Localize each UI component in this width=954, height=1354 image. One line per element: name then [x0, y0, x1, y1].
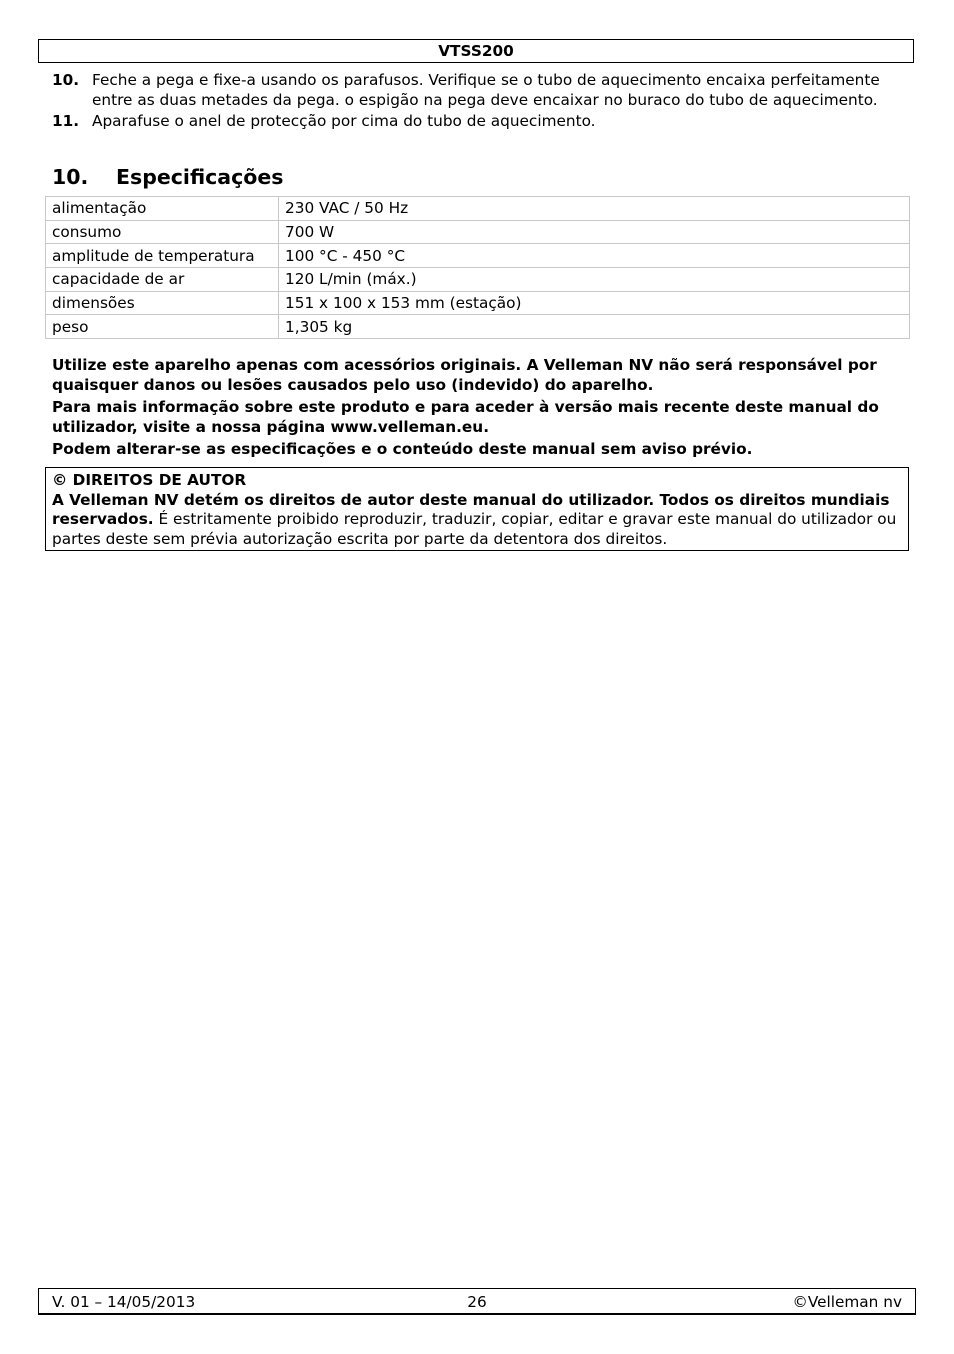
copyright-title: © DIREITOS DE AUTOR — [52, 471, 247, 489]
copyright-body — [52, 491, 902, 550]
steps-list — [52, 71, 902, 134]
notes-block — [52, 356, 902, 463]
step-number: 10. — [52, 71, 80, 89]
spec-label: alimentação — [46, 197, 279, 221]
step-text: Feche a pega e fixe-a usando os parafusos. Verifique se o tubo de aquecimento encaixa perfeitamente entre as duas metades da pega. o espigão na pega deve encaixar no buraco do tubo de aquecimento. — [92, 71, 880, 109]
spec-value: 100 °C - 450 °C — [279, 244, 910, 268]
table-row — [46, 197, 910, 221]
copyright-text: É estritamente proibido reproduzir, traduzir, copiar, editar e gravar este manual do utilizador ou partes deste sem prévia autorização escrita por parte da detentora dos direitos. — [52, 510, 897, 548]
table-row — [46, 244, 910, 268]
spec-label: capacidade de ar — [46, 268, 279, 292]
section-heading — [52, 164, 283, 190]
note-paragraph: Para mais informação sobre este produto e para aceder à versão mais recente deste manual do utilizador, visite a nossa página www.velleman.eu. — [52, 398, 879, 436]
table-row — [46, 268, 910, 292]
spec-value: 120 L/min (máx.) — [279, 268, 910, 292]
note-paragraph: Utilize este aparelho apenas com acessórios originais. A Velleman NV não será responsável por quaisquer danos ou lesões causados pelo uso (indevido) do aparelho. — [52, 356, 877, 394]
footer-page-number: 26 — [467, 1293, 487, 1311]
step-item — [52, 112, 902, 132]
step-number: 11. — [52, 112, 80, 130]
step-text: Aparafuse o anel de protecção por cima do tubo de aquecimento. — [92, 112, 596, 130]
table-row — [46, 315, 910, 339]
specifications-table — [45, 196, 910, 339]
page-header — [38, 39, 914, 63]
spec-value: 1,305 kg — [279, 315, 910, 339]
step-item — [52, 71, 902, 110]
spec-label: amplitude de temperatura — [46, 244, 279, 268]
spec-label: peso — [46, 315, 279, 339]
spec-label: consumo — [46, 220, 279, 244]
section-title: Especificações — [116, 165, 284, 189]
spec-label: dimensões — [46, 291, 279, 315]
spec-value: 151 x 100 x 153 mm (estação) — [279, 291, 910, 315]
spec-value: 230 VAC / 50 Hz — [279, 197, 910, 221]
table-row — [46, 220, 910, 244]
model-name: VTSS200 — [438, 42, 514, 60]
copyright-box — [45, 467, 909, 551]
footer-version: V. 01 – 14/05/2013 — [52, 1293, 196, 1311]
spec-value: 700 W — [279, 220, 910, 244]
note-paragraph: Podem alterar-se as especificações e o conteúdo deste manual sem aviso prévio. — [52, 440, 753, 458]
section-number: 10. — [52, 165, 89, 189]
table-row — [46, 291, 910, 315]
footer-brand: ©Velleman nv — [792, 1293, 902, 1311]
page-footer — [38, 1288, 916, 1315]
copyright-bold-text: A Velleman NV detém os direitos de autor deste manual do utilizador. Todos os direitos mundiais reservados. — [52, 490, 890, 528]
